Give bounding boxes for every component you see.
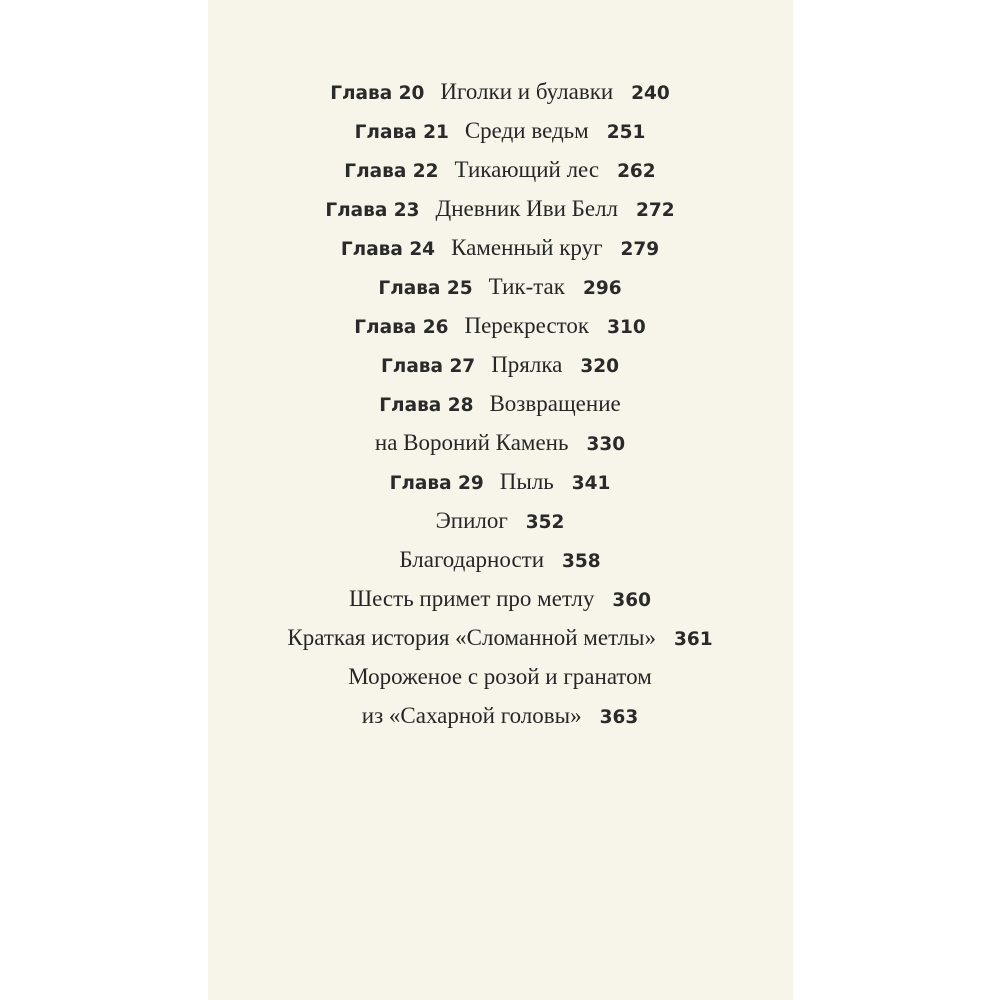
section-title: Краткая история «Сломанной метлы» [287, 625, 656, 650]
section-title: Мороженое с розой и гранатом [348, 664, 652, 689]
page-number: 341 [571, 473, 611, 494]
section-title: Благодарности [399, 547, 545, 572]
chapter-title: Тик-так [488, 274, 565, 299]
page-number: 251 [606, 122, 646, 143]
page-number: 330 [586, 434, 626, 455]
chapter-title: Дневник Иви Белл [435, 196, 619, 221]
page-number: 296 [582, 278, 622, 299]
chapter-label: Глава 29 [389, 473, 484, 494]
page-number: 272 [636, 200, 675, 221]
toc-entry-acknowledgements [0, 540, 1000, 579]
page-number: 358 [562, 551, 601, 572]
chapter-label: Глава 28 [379, 395, 474, 416]
toc-entry-chapter-21 [0, 111, 1000, 150]
chapter-title: Тикающий лес [454, 157, 600, 182]
page-number: 310 [607, 317, 646, 338]
chapter-label: Глава 25 [378, 278, 473, 299]
toc-entry-broom-signs [0, 579, 1000, 618]
page-number: 240 [631, 83, 670, 104]
chapter-title: Пыль [499, 469, 554, 494]
toc-entry-chapter-26 [0, 306, 1000, 345]
toc-entry-chapter-27 [0, 345, 1000, 384]
toc-entry-chapter-28 [0, 384, 1000, 462]
chapter-title: Среди ведьм [464, 118, 589, 143]
chapter-label: Глава 26 [354, 317, 449, 338]
toc-entry-broken-broom-history [0, 618, 1000, 657]
toc-entry-chapter-23 [0, 189, 1000, 228]
chapter-label: Глава 21 [354, 122, 449, 143]
page-number: 320 [580, 356, 620, 377]
section-title: Эпилог [435, 508, 508, 533]
page-number: 363 [599, 707, 639, 728]
chapter-title: Каменный круг [451, 235, 603, 260]
section-title: Шесть примет про метлу [348, 586, 595, 611]
table-of-contents [0, 72, 1000, 735]
chapter-title-continued: на Вороний Камень [374, 430, 569, 455]
page-number: 279 [620, 239, 660, 260]
toc-entry-chapter-24 [0, 228, 1000, 267]
page-number: 360 [612, 590, 652, 611]
chapter-title: Прялка [491, 352, 563, 377]
page-number: 262 [617, 161, 656, 182]
toc-entry-epilogue [0, 501, 1000, 540]
page-number: 352 [525, 512, 565, 533]
toc-entry-chapter-25 [0, 267, 1000, 306]
toc-entry-chapter-22 [0, 150, 1000, 189]
toc-entry-ice-cream-recipe [0, 657, 1000, 735]
chapter-title: Перекресток [464, 313, 590, 338]
chapter-label: Глава 20 [330, 83, 425, 104]
chapter-title: Возвращение [489, 391, 621, 416]
chapter-label: Глава 22 [344, 161, 439, 182]
section-title-continued: из «Сахарной головы» [361, 703, 582, 728]
chapter-label: Глава 23 [325, 200, 420, 221]
chapter-label: Глава 24 [340, 239, 436, 260]
chapter-title: Иголки и булавки [440, 79, 614, 104]
chapter-label: Глава 27 [380, 356, 476, 377]
toc-entry-chapter-20 [0, 72, 1000, 111]
page-number: 361 [673, 629, 713, 650]
toc-entry-chapter-29 [0, 462, 1000, 501]
